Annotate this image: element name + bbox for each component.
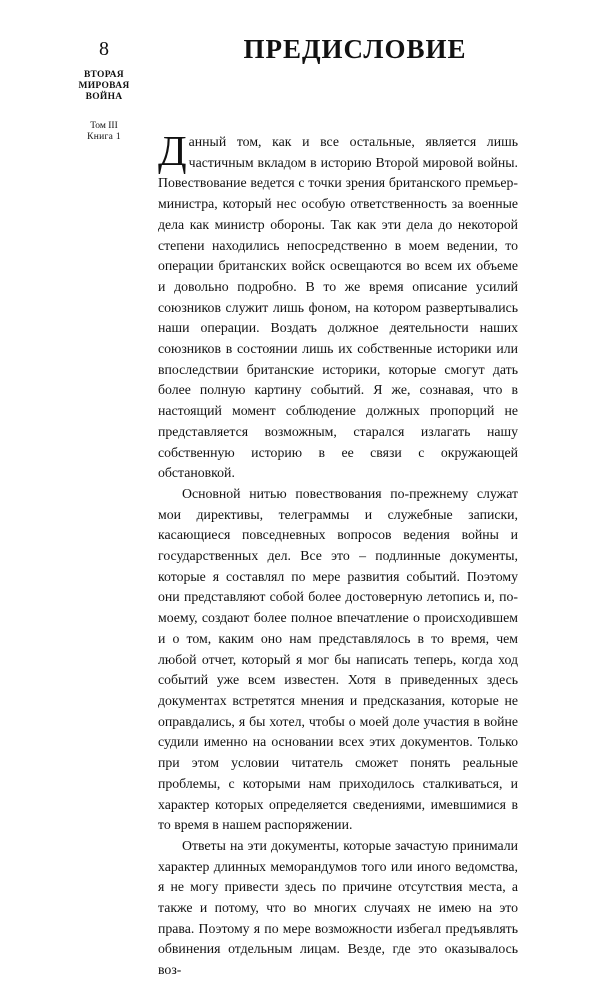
drop-cap: Д: [158, 129, 187, 175]
paragraph: Основной нитью повествования по-прежнему служат мои директивы, телеграммы и служебные записки, касающиеся повседневных вопросов ведения войны и государственных дел. Все это – подлинные документы, которые я составлял по мере развития событий. Поэтому они представляют собой более достоверную летопись и, по-моему, создают более полное впечатление о происходившем и о том, каким оно нам представлялось в то время, чем любой отчет, который я мог бы написать теперь, когда ход событий уже всем известен. Хотя в приведенных здесь документах встретятся мнения и предсказания, которые не оправдались, я бы хотел, чтобы о моей доле участия в войне судили именно на основании всех этих документов. Только при этом условии читатель сможет понять реальные проблемы, с которыми нам приходилось сталкиваться, и характер которых определяется сведениями, имевшимися в то время в нашем распоряжении.: [158, 485, 518, 833]
running-head-line: ВТОРАЯ: [84, 70, 124, 80]
body-text: [158, 129, 518, 981]
paragraph: [158, 129, 518, 484]
page-number: 8: [99, 38, 109, 60]
paragraph-text: анный том, как и все остальные, является лишь частичным вкладом в историю Второй мировой войны. Повествование ведется с точки зрения британского премьер-министра, который нес особую ответственность за военные дела как министр обороны. Так как эти дела до некоторой степени находились непосредственно в моем ведении, то операции британских войск освещаются во всем их объеме и довольно подробно. В то же время описание усилий союзников служит лишь фоном, на котором развертывались наши операции. Воздать должное деятельности наших союзников в состоянии лишь их собственные историки или впоследствии британские историки, которые смогут дать более полную картину событий. Я же, сознавая, что в настоящий момент соблюдение должных пропорций не представляется возможным, старался излагать нашу собственную историю в ее связи с окружающей обстановкой.: [158, 134, 518, 481]
book-label: Книга 1: [87, 132, 121, 142]
page-title: ПРЕДИСЛОВИЕ: [243, 34, 467, 64]
volume-label: Том III: [90, 121, 118, 131]
margin-block: [74, 38, 134, 143]
running-head: [74, 70, 134, 103]
running-head-line: ВОЙНА: [85, 92, 123, 102]
paragraph: Ответы на эти документы, которые зачастую принимали характер длинных меморандумов того или иного ведомства, я не могу привести здесь по причине отсутствия места, а также и потому, что во многих случаях не имею на это права. Поэтому я по мере возможности избегал предъявлять обвинения отдельным лицам. Везде, где это оказывалось воз-: [158, 837, 518, 978]
running-head-line: МИРОВАЯ: [78, 81, 130, 91]
